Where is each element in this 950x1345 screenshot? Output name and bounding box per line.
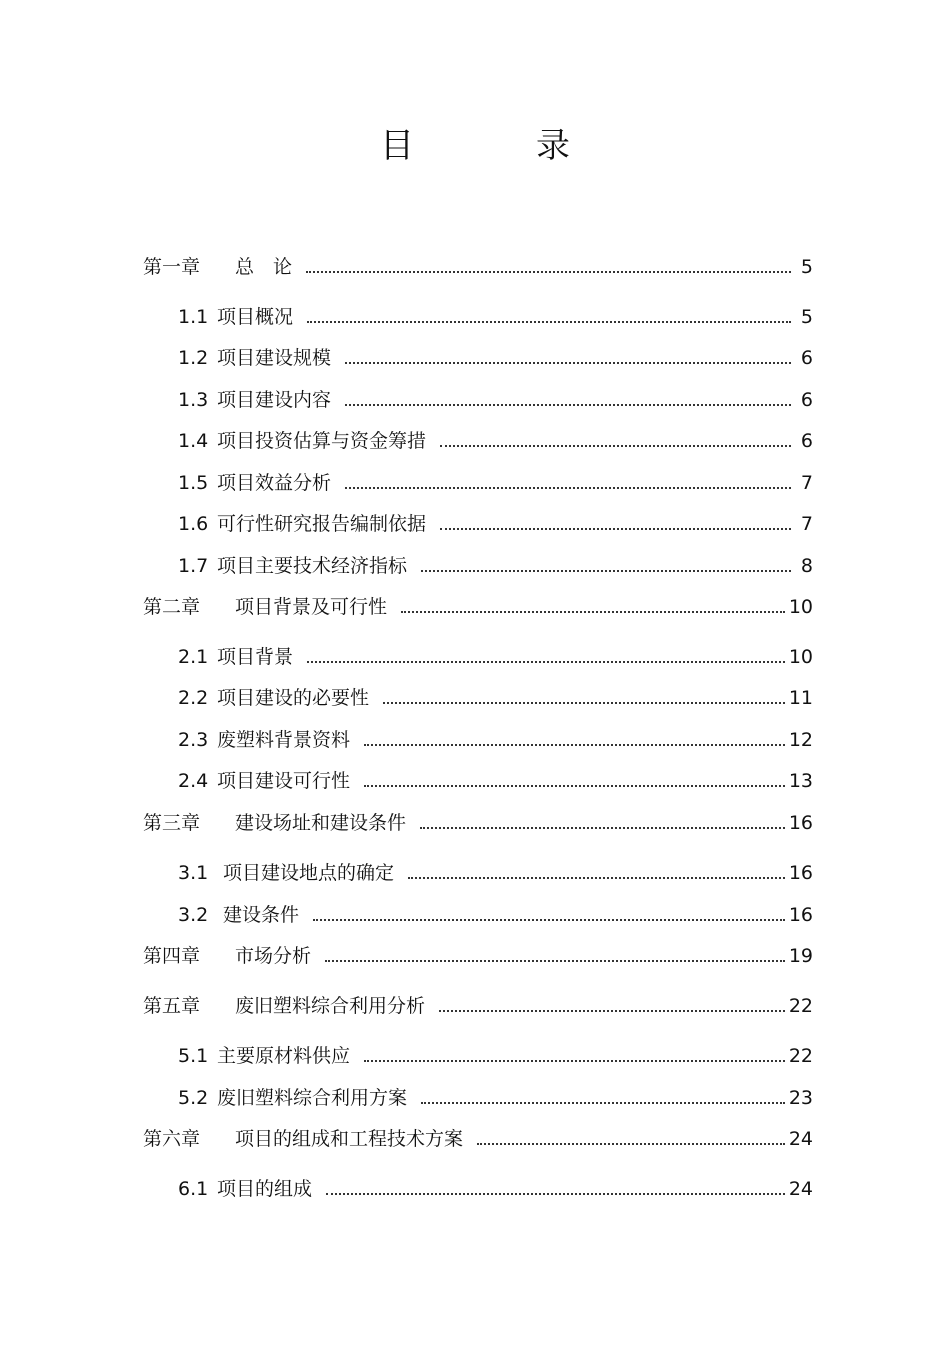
toc-number: 5.1 [178, 1045, 209, 1067]
page-title: 目 录 [380, 126, 614, 166]
toc-number: 1.7 [178, 555, 209, 577]
toc-title: 项目背景 [217, 646, 294, 668]
toc-leader [326, 1193, 785, 1195]
toc-number: 1.3 [178, 389, 209, 411]
toc-title: 项目投资估算与资金筹措 [217, 430, 427, 452]
toc-number: 2.4 [178, 770, 209, 792]
toc-number: 2.2 [178, 687, 209, 709]
toc-leader [345, 487, 791, 489]
toc-number: 第四章 [143, 945, 201, 967]
toc-title: 市场分析 [235, 945, 312, 967]
toc-entry[interactable] [143, 255, 813, 279]
toc-page: 5 [800, 306, 813, 328]
toc-entry[interactable] [143, 944, 813, 968]
toc-page: 19 [788, 945, 813, 967]
toc-entry[interactable] [178, 471, 813, 495]
toc-number: 1.2 [178, 347, 209, 369]
toc-page: 10 [788, 646, 813, 668]
toc-leader [307, 321, 791, 323]
toc-number: 1.4 [178, 430, 209, 452]
toc-leader [306, 271, 791, 273]
toc-number: 2.1 [178, 646, 209, 668]
toc-entry[interactable] [178, 346, 813, 370]
toc-title: 可行性研究报告编制依据 [217, 513, 427, 535]
toc-page: 24 [788, 1178, 813, 1200]
toc-leader [313, 919, 785, 921]
toc-page: 6 [800, 347, 813, 369]
toc-leader [440, 528, 791, 530]
toc-page: 7 [800, 513, 813, 535]
toc-page: 16 [788, 904, 813, 926]
toc-title: 项目主要技术经济指标 [217, 555, 408, 577]
toc-title: 项目概况 [217, 306, 294, 328]
toc-title: 项目的组成 [217, 1178, 313, 1200]
toc-leader [401, 611, 785, 613]
toc-page: 10 [788, 596, 813, 618]
toc-entry[interactable] [143, 595, 813, 619]
toc-leader [439, 1010, 785, 1012]
toc-entry[interactable] [178, 388, 813, 412]
toc-leader [364, 1060, 785, 1062]
toc-leader [307, 661, 785, 663]
toc-leader [421, 570, 791, 572]
toc-entry[interactable] [143, 811, 813, 835]
toc-entry[interactable] [178, 554, 813, 578]
toc-entry[interactable] [178, 1044, 813, 1068]
toc-entry[interactable] [178, 429, 813, 453]
toc-page: 16 [788, 862, 813, 884]
toc-number: 5.2 [178, 1087, 209, 1109]
toc-entry[interactable] [178, 305, 813, 329]
toc-number: 2.3 [178, 729, 209, 751]
toc-title: 项目建设的必要性 [217, 687, 370, 709]
toc-leader [408, 877, 785, 879]
toc-number: 6.1 [178, 1178, 209, 1200]
toc-title: 项目建设可行性 [217, 770, 351, 792]
toc-page: 13 [788, 770, 813, 792]
toc-entry[interactable] [178, 512, 813, 536]
toc-page: 8 [800, 555, 813, 577]
toc-number: 第一章 [143, 256, 201, 278]
toc-title: 废塑料背景资料 [217, 729, 351, 751]
toc-title: 项目建设规模 [217, 347, 332, 369]
toc-entry[interactable] [178, 645, 813, 669]
toc-title: 项目效益分析 [217, 472, 332, 494]
toc-entry[interactable] [178, 769, 813, 793]
toc-page: 11 [788, 687, 813, 709]
toc-entry[interactable] [178, 861, 813, 885]
toc-title: 项目的组成和工程技术方案 [235, 1128, 464, 1150]
toc-title: 废旧塑料综合利用分析 [235, 995, 426, 1017]
toc-number: 第二章 [143, 596, 201, 618]
toc-number: 3.2 [178, 904, 209, 926]
toc-leader [383, 702, 785, 704]
toc-entry[interactable] [178, 686, 813, 710]
toc-entry[interactable] [178, 1086, 813, 1110]
toc-number: 第三章 [143, 812, 201, 834]
toc-number: 1.1 [178, 306, 209, 328]
toc-entry[interactable] [143, 1127, 813, 1151]
toc-number: 3.1 [178, 862, 209, 884]
toc-title: 废旧塑料综合利用方案 [217, 1087, 408, 1109]
toc-leader [420, 827, 785, 829]
toc-number: 第五章 [143, 995, 201, 1017]
toc-leader [477, 1143, 785, 1145]
toc-page: 12 [788, 729, 813, 751]
toc-leader [440, 445, 791, 447]
toc-page: 22 [788, 995, 813, 1017]
toc-title: 项目建设地点的确定 [223, 862, 395, 884]
toc-leader [364, 785, 785, 787]
toc-title: 项目背景及可行性 [235, 596, 388, 618]
toc-number: 1.5 [178, 472, 209, 494]
toc-entry[interactable] [178, 728, 813, 752]
toc-number: 1.6 [178, 513, 209, 535]
toc-title: 建设条件 [223, 904, 300, 926]
toc-entry[interactable] [143, 994, 813, 1018]
toc-page: 6 [800, 430, 813, 452]
toc-entry[interactable] [178, 903, 813, 927]
toc-leader [345, 404, 791, 406]
toc-title: 建设场址和建设条件 [235, 812, 407, 834]
toc-entry[interactable] [178, 1177, 813, 1201]
toc-title: 主要原材料供应 [217, 1045, 351, 1067]
toc-leader [421, 1102, 785, 1104]
toc-number: 第六章 [143, 1128, 201, 1150]
toc-page: 6 [800, 389, 813, 411]
toc-page: 23 [788, 1087, 813, 1109]
toc-title: 总 论 [235, 256, 293, 278]
toc-leader [325, 960, 785, 962]
toc-leader [345, 362, 791, 364]
toc-leader [364, 744, 785, 746]
toc-page: 16 [788, 812, 813, 834]
toc-page: 5 [800, 256, 813, 278]
toc-title: 项目建设内容 [217, 389, 332, 411]
toc-page: 22 [788, 1045, 813, 1067]
toc-page: 7 [800, 472, 813, 494]
toc-page: 24 [788, 1128, 813, 1150]
